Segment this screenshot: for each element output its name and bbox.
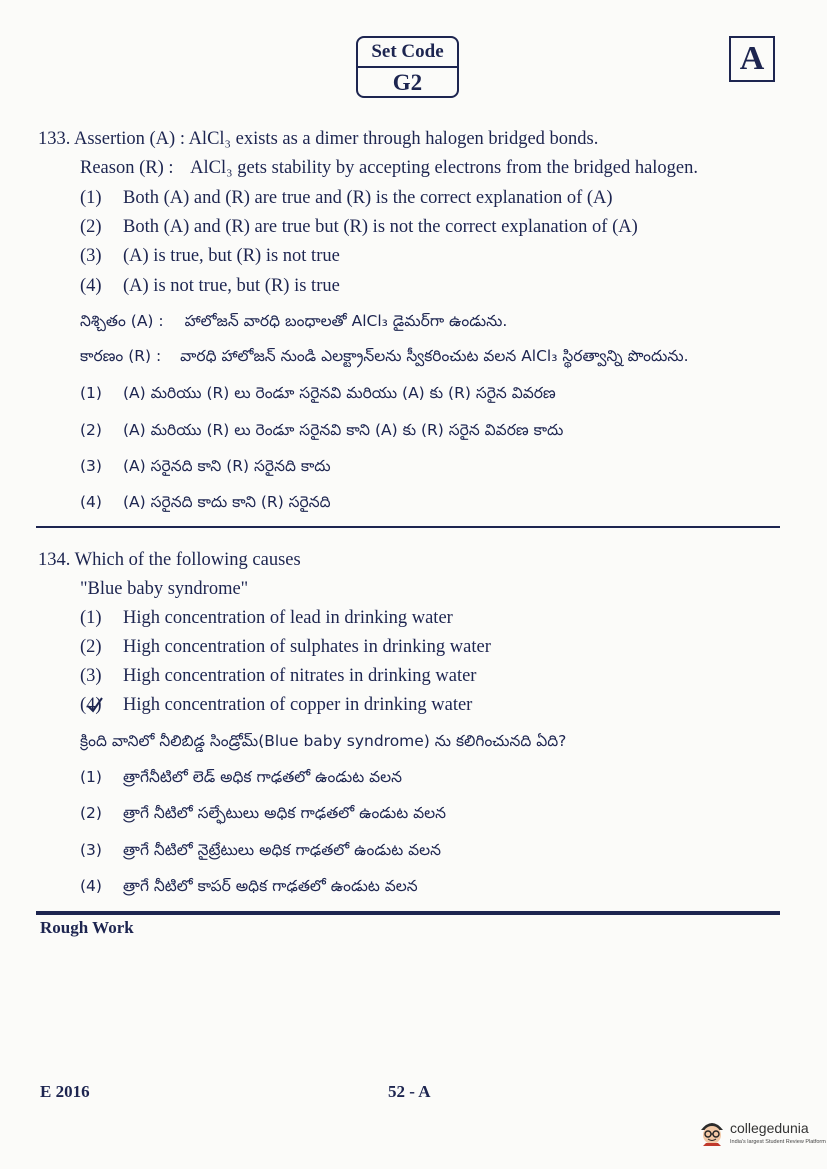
footer-exam-code: E 2016: [40, 1082, 90, 1101]
option-number: (1): [80, 608, 102, 628]
question-134-stem: [38, 549, 301, 571]
option-number: (3): [80, 457, 102, 475]
option-number: (2): [80, 421, 102, 439]
te-question-134-stem: క్రింది వానిలో నీలిబిడ్డ సిండ్రోమ్(Blue baby syndrome) ను కలిగించునది ఏది?: [80, 732, 567, 750]
option-134-2[interactable]: [80, 636, 491, 658]
te-option-134-4[interactable]: [80, 875, 418, 897]
set-code-label: Set Code: [358, 38, 457, 68]
series-box: A: [729, 36, 775, 82]
option-number: (4): [80, 694, 123, 716]
option-text: High concentration of sulphates in drinking water: [123, 637, 491, 657]
te-option-134-1[interactable]: [80, 766, 402, 788]
option-text: High concentration of nitrates in drinking water: [123, 666, 477, 686]
option-text: త్రాగే నీటిలో కాపర్ అధిక గాఢతలో ఉండుట వలన: [123, 877, 418, 895]
option-text: (A) is true, but (R) is not true: [123, 246, 340, 266]
question-number: 133.: [38, 129, 71, 149]
option-text: (A) సరైనది కాని (R) సరైనది కాదు: [123, 457, 331, 475]
footer-page-number: 52 - A: [388, 1082, 431, 1101]
option-text: Both (A) and (R) are true and (R) is the correct explanation of (A): [123, 188, 613, 208]
option-134-3[interactable]: [80, 665, 476, 687]
option-text: త్రాగే నీటిలో సల్ఫేటులు అధిక గాఢతలో ఉండుట వలన: [123, 804, 446, 822]
te-option-133-3[interactable]: [80, 455, 331, 477]
option-133-4[interactable]: [80, 275, 340, 297]
stem-text: Which of the following causes: [74, 550, 301, 570]
te-option-134-3[interactable]: [80, 839, 441, 861]
te-option-133-4[interactable]: [80, 491, 331, 513]
te-assertion-label: నిశ్చితం (A) :: [80, 312, 164, 330]
pen-tick-mark: [86, 696, 104, 714]
option-number: (2): [80, 217, 102, 237]
question-133-reason: [80, 157, 698, 179]
option-134-1[interactable]: [80, 607, 453, 629]
reason-label: Reason (R) :: [80, 158, 174, 178]
option-133-1[interactable]: [80, 187, 613, 209]
brand-tagline: India's largest Student Review Platform: [730, 1139, 826, 1145]
option-number: (4): [80, 493, 102, 511]
set-code-box: [356, 36, 459, 98]
rough-work-divider: [36, 911, 780, 915]
te-assertion: [80, 310, 507, 332]
option-number: (1): [80, 768, 102, 786]
rough-work-heading: Rough Work: [40, 918, 134, 937]
te-reason-label: కారణం (R) :: [80, 347, 162, 365]
option-133-3[interactable]: [80, 245, 340, 267]
option-text: (A) సరైనది కాదు కాని (R) సరైనది: [123, 493, 331, 511]
question-133-assertion: [38, 128, 598, 150]
option-number: (1): [80, 384, 102, 402]
option-number: (3): [80, 246, 102, 266]
option-text: త్రాగే నీటిలో నైట్రేటులు అధిక గాఢతలో ఉండుట వలన: [123, 841, 441, 859]
option-text: (A) is not true, but (R) is true: [123, 276, 340, 296]
question-divider: [36, 526, 780, 528]
te-option-133-1[interactable]: [80, 382, 556, 404]
brand-name: collegedunia: [730, 1120, 809, 1136]
option-number: (2): [80, 804, 102, 822]
option-text: High concentration of lead in drinking water: [123, 608, 453, 628]
question-number: 134.: [38, 550, 71, 570]
te-option-133-2[interactable]: [80, 419, 563, 441]
te-reason: [80, 345, 689, 367]
option-number: (1): [80, 188, 102, 208]
set-code-value: G2: [392, 70, 423, 95]
question-134-stem-cont: "Blue baby syndrome": [80, 579, 249, 599]
te-assertion-text: హాలోజన్ వారధి బంధాలతో AlCl₃ డైమర్‌గా ఉండును.: [184, 312, 508, 330]
reason-text: AlCl₃ gets stability by accepting electrons from the bridged halogen.: [190, 158, 699, 178]
option-number: (2): [80, 637, 102, 657]
option-text: (A) మరియు (R) లు రెండూ సరైనవి మరియు (A) కు (R) సరైన వివరణ: [123, 384, 556, 402]
option-text: త్రాగేనీటిలో లెడ్ అధిక గాఢతలో ఉండుట వలన: [123, 768, 402, 786]
option-number: (3): [80, 841, 102, 859]
option-134-4[interactable]: [80, 694, 472, 716]
option-text: Both (A) and (R) are true but (R) is not the correct explanation of (A): [123, 217, 638, 237]
option-133-2[interactable]: [80, 216, 638, 238]
te-reason-text: వారధి హాలోజన్ నుండి ఎలక్ట్రాన్‌లను స్వీకరించుట వలన AlCl₃ స్థిరత్వాన్ని పొందును.: [180, 347, 689, 365]
mascot-icon: [698, 1118, 726, 1148]
assertion-text: Assertion (A) : AlCl₃ exists as a dimer through halogen bridged bonds.: [73, 129, 599, 149]
option-number: (4): [80, 877, 102, 895]
option-text: (A) మరియు (R) లు రెండూ సరైనవి కాని (A) కు (R) సరైన వివరణ కాదు: [123, 421, 564, 439]
option-number: (4): [80, 276, 102, 296]
option-text: High concentration of copper in drinking water: [123, 695, 473, 715]
te-option-134-2[interactable]: [80, 802, 446, 824]
option-number: (3): [80, 666, 102, 686]
